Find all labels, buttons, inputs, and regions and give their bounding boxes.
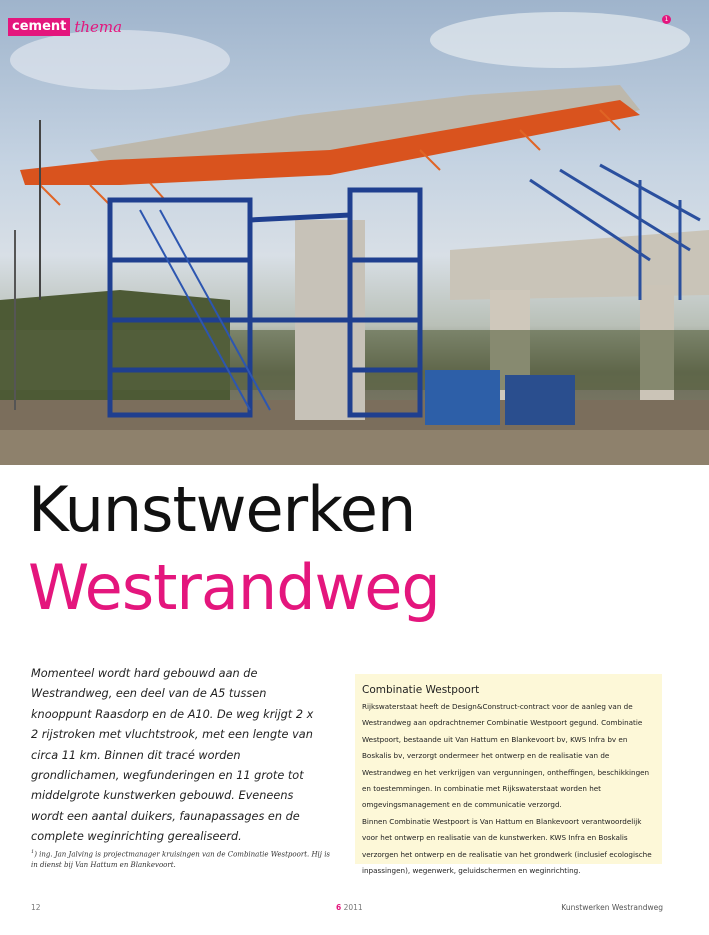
issue-number: 6 (336, 903, 342, 912)
sidebar-paragraph-2: Binnen Combinatie Westpoort is Van Hattum en Blankevoort verantwoordelijk voor het ontwerp en realisatie van de kunstwerken. KWS Infra en Boskalis verzorgen het ontwerp en de realisatie van het grondwerk (inclusief ecologische inpassingen), wegenwerk, geluidschermen en weginrichting. (362, 816, 652, 876)
issue-info (336, 903, 363, 912)
article-title-line1: Kunstwerken (28, 473, 416, 546)
section-tag (8, 18, 122, 36)
page-marker-icon: 1 (662, 15, 671, 24)
footnote-marker: 1 (31, 849, 35, 855)
page-number: 12 (31, 903, 41, 912)
sidebar-box (355, 674, 662, 876)
magazine-logo: cement (8, 18, 70, 36)
sidebar-paragraph-1: Rijkswaterstaat heeft de Design&Construct-contract voor de aanleg van de Westrandweg aan opdrachtnemer Combinatie Westpoort gegund. Combinatie Westpoort, bestaande uit Van Hattum en Blankevoort bv, KWS Infra bv en Boskalis bv, verzorgt ondermeer het ontwerp en de realisatie van de Westrandweg en het verkrijgen van vergunningen, ontheffingen, beschikkingen en toestemmingen. In combinatie met Rijkswaterstaat worden het omgevingsmanagement en de communicatie verzorgd. (362, 702, 650, 810)
footnote-text: ) ing. Jan Jalving is projectmanager kruisingen van de Combinatie Westpoort. Hij is in dienst bij Van Hattum en Blankevoort. (31, 850, 331, 870)
section-label: thema (74, 18, 123, 36)
hero-photo (0, 0, 709, 465)
issue-year: 2011 (343, 903, 363, 912)
running-title: Kunstwerken Westrandweg (561, 903, 663, 912)
article-title-line2: Westrandweg (28, 551, 440, 624)
construction-photo (0, 0, 709, 465)
sidebar-title: Combinatie Westpoort (362, 684, 480, 696)
sidebar-body (362, 699, 656, 879)
article-intro: Momenteel wordt hard gebouwd aan de Westrandweg, een deel van de A5 tussen knooppunt Raasdorp en de A10. De weg krijgt 2 x 2 rijstroken met vluchtstrook, met een lengte van circa 11 km. Binnen dit tracé worden grondlichamen, wegfunderingen en 11 grote tot middelgrote kunstwerken gebouwd. Eveneens wordt een aantal duikers, faunapassages en de complete weginrichting gerealiseerd. (31, 667, 314, 844)
author-footnote (31, 847, 331, 871)
